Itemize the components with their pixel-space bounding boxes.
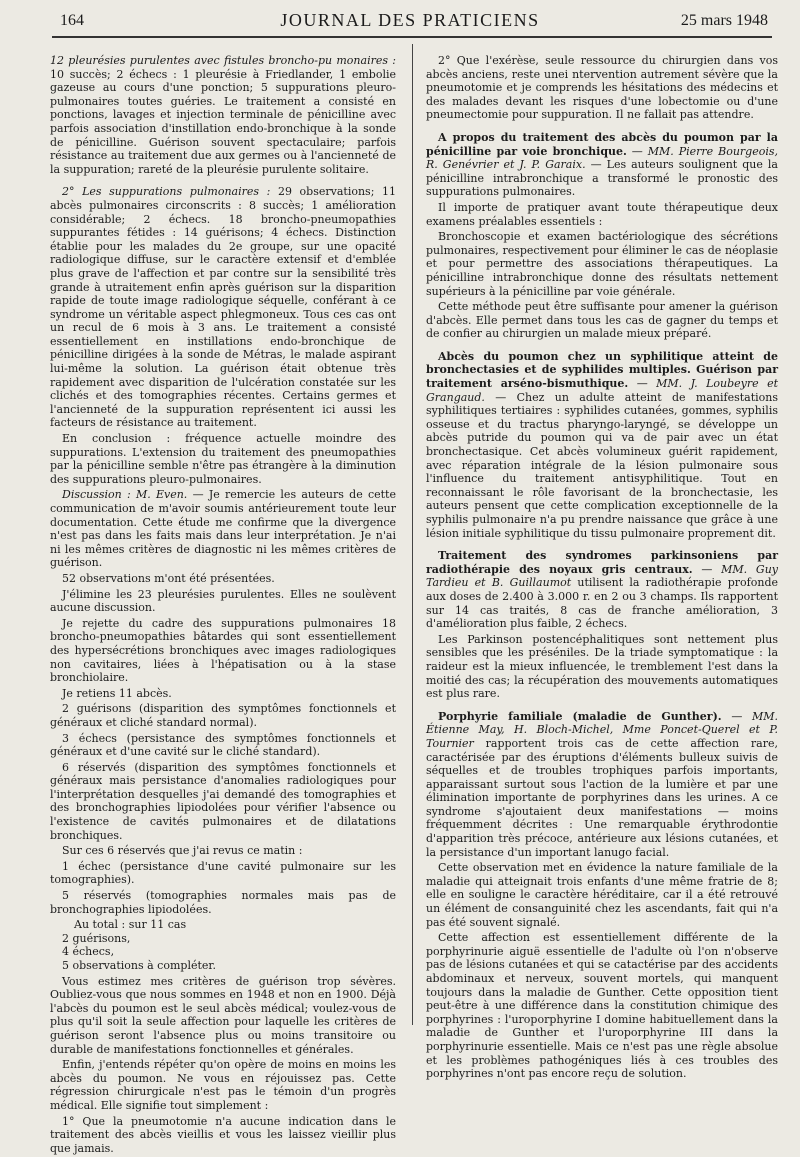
paragraph: 1° Que la pneumotomie n'a aucune indication dans le traitement des abcès vieillis et vous les laissez vieillir plus que jamais. (50, 1114, 396, 1155)
page-number: 164 (60, 12, 84, 29)
article-parkinsoniens: Traitement des syndromes parkinsoniens par radiothérapie des noyaux gris centraux. — MM. Guy Tardieu et B. Guillaumot utilisent la radiothérapie profonde aux doses de 2.400 à 3.000 r. en 2 ou 3 champs. Ils rapportent sur 14 cas traités, 8 cas de franche amélioration, 3 d'amélioration plus faible, 2 échecs. (426, 549, 779, 631)
paragraph: J'élimine les 23 pleurésies purulentes. Elles ne soulèvent aucune discussion. (50, 587, 396, 615)
paragraph: Sur ces 6 réservés que j'ai revus ce matin : (62, 844, 303, 858)
column-divider (412, 44, 413, 1025)
left-column (50, 54, 396, 1157)
paragraph: 5 réservés (tomographies normales mais pas de bronchographies lipiodolées. (50, 889, 396, 916)
paragraph: 52 observations m'ont été présentées. (62, 571, 275, 585)
paragraph: 2° Que l'exérèse, seule ressource du chirurgien dans vos abcès anciens, reste unei ntervention autrement sévère que la pneumotomie et je comprends les hésitations des médecins et des malades devant les risques d'une lobectomie ou d'une pneumectomie pour suppuration. Il ne fallait pas attendre. (426, 54, 778, 122)
article-authors: — MM. Étienne May, H. Bloch-Michel, Mme Poncet-Querel et P. Tournier (426, 709, 779, 750)
journal-title: JOURNAL DES PRATICIENS (280, 10, 540, 30)
paragraph: Je retiens 11 abcès. (62, 686, 172, 700)
list-item: Au total : sur 11 cas (74, 918, 187, 932)
paragraph: Enfin, j'entends répéter qu'on opère de moins en moins les abcès du poumon. Ne vous en réjouissez pas. Cette régression chirurgicale n'est pas le témoin d'un progrès médical. Elle signifie tout simplement : (50, 1058, 396, 1112)
article-title: Abcès du poumon chez un syphilitique atteint de bronchectasies et de syphilides multiples. Guérison par traitement arséno-bismuthique. (426, 349, 778, 391)
paragraph: Je rejette du cadre des suppurations pulmonaires 18 broncho-pneumopathies bâtardes qui sont essentiellement des hypersécrétions bronchiques avec images radiologiques non cavitaires, liées à l'hépatisation ou à la stase bronchiolaire. (50, 616, 396, 685)
list-item: 5 observations à compléter. (62, 959, 216, 972)
article-title: Porphyrie familiale (maladie de Gunther). (438, 709, 722, 723)
article-title: Traitement des syndromes parkinsoniens par radiothérapie des noyaux gris centraux. (426, 549, 778, 576)
paragraph: Les Parkinson postencéphalitiques sont nettement plus sensibles que les préséniles. De la triade symptomatique : la raideur est la mieux influencée, le tremblement l'est dans la moitié des cas; la récupération des mouvements automatiques est plus rare. (426, 632, 778, 701)
article-authors: — MM. J. Loubeyre et Grangaud. (426, 377, 779, 404)
header-rule (52, 36, 772, 38)
article-porphyrie: Porphyrie familiale (maladie de Gunther). — MM. Étienne May, H. Bloch-Michel, Mme Poncet-Querel et P. Tournier rapportent trois cas de cette affection rare, caractérisée par des éruptions d'éléments bulleux suivis de séquelles et de troubles trophiques parfois importants, apparaissant surtout sous l'action de la lumière et par une élimination importante de porphyrines dans les urines. A ce syndrome s'ajoutaient deux manifestations — moins fréquemment décrites : Une remarquable érythrodontie d'apparition très précoce, antérieure aux lésions cutanées, et la persistance d'un important lanugo facial. (426, 709, 779, 859)
paragraph: Vous estimez mes critères de guérison trop sévères. Oubliez-vous que nous sommes en 1948 et non en 1900. Déjà l'abcès du poumon est le seul abcès médical; voulez-vous de plus qu'il soit la seule affection pour laquelle les critères de guérison seront l'absence plus ou moins transitoire ou durable de manifestations fonctionnelles et générales. (50, 974, 396, 1056)
paragraph: 6 réservés (disparition des symptômes fonctionnels et généraux mais persistance d'anomalies radiologiques pour l'interprétation desquelles j'ai demandé des tomographies et des bronchographies lipiodolées pour vérifier l'absence ou l'existence de cavités pulmonaires et de dilatations bronchiques. (50, 760, 396, 842)
article-title: A propos du traitement des abcès du poumon par la pénicilline par voie bronchique. (426, 130, 778, 158)
paragraph: Cette observation met en évidence la nature familiale de la maladie qui atteignait trois enfants d'une même fratrie de 8; elle en souligne le caractère héréditaire, car il a été retrouvé un élément de consanguinité chez les ascendants, fait qui n'a pas été souvent signalé. (426, 861, 778, 929)
right-column (426, 54, 778, 1083)
list-item: 4 échecs, (62, 945, 115, 959)
paragraph: Cette affection est essentiellement différente de la porphyrinurie aiguë essentielle de l'adulte où l'on n'observe pas de lésions cutanées et qui se catactérise par des accidents abdominaux et nerveux, souvent mortels, qui manquent toujours dans la maladie de Gunther. Cette opposition tient peut-être à une différence dans la constitution chimique des porphyrines : l'uroporphyrine I domine habituellement dans la maladie de Gunther et l'uroporphyrine III dans la porphyrinurie essentielle. Mais ce n'est pas une règle absolue et les problèmes pathogéniques liés à ces troubles des porphyrines n'ont pas encore reçu de solution. (426, 931, 778, 1081)
article-abces-penicilline: A propos du traitement des abcès du poumon par la pénicilline par voie bronchique. — MM. Pierre Bourgeois, R. Genévrier et J. P. Garaix. — Les auteurs soulignent que la pénicilline intrabronchique a transformé le pronostic des suppurations pulmonaires. (426, 130, 778, 199)
paragraph: 3 échecs (persistance des symptômes fonctionnels et généraux et d'une cavité sur le cliché standard). (50, 731, 396, 759)
paragraph: 2 guérisons (disparition des symptômes fonctionnels et généraux et cliché standard normal). (50, 702, 396, 729)
article-abces-syphilitique: Abcès du poumon chez un syphilitique atteint de bronchectasies et de syphilides multiples. Guérison par traitement arséno-bismuthique. — MM. J. Loubeyre et Grangaud. — Chez un adulte atteint de manifestations syphilitiques tertiaires : syphilides cutanées, gommes, syphilis osseuse et du tractus pharyngo-laryngé, se développe un abcès putride du poumon qui va de pair avec un état bronchectasique. Cet abcès volumineux guérit rapidement, avec réparation intégrale de la lésion pulmonaire sous l'influence du traitement antisyphilitique. Tout en reconnaissant le rôle favorisant de la bronchectasie, les auteurs pensent que cette complication exceptionnelle de la syphilis pulmonaire n'a pu prendre naissance que grâce à une lésion initiale syphilitique du tissu pulmonaire proprement dit. (426, 349, 779, 540)
paragraph: Il importe de pratiquer avant toute thérapeutique deux examens préalables essentiels : (426, 200, 778, 228)
page-header (48, 10, 772, 32)
paragraph: Discussion : M. Even. — Je remercie les auteurs de cette communication de m'avoir soumis antérieurement toute leur documentation. Cette étude me confirme que la divergence n'est pas dans les faits mais dans leur interprétation. Je n'ai ni les mêmes critères de diagnostic ni les mêmes critères de guérison. (50, 488, 396, 570)
article-authors: — MM. Guy Tardieu et B. Guillaumot (426, 562, 778, 590)
article-authors: — MM. Pierre Bourgeois, R. Genévrier et J. P. Garaix. (426, 144, 778, 172)
paragraph: 12 pleurésies purulentes avec fistules broncho-pu monaires : 10 succès; 2 échecs : 1 pleurésie à Friedlander, 1 embolie gazeuse au cours d'une ponction; 5 suppurations pleuro-pulmonaires toutes guéries. Le traitement a consisté en ponctions, lavages et injection terminale de pénicilline avec parfois association d'instillation endo-bronchique à la sonde de pénicilline. Guérison souvent spectaculaire; parfois résistance au traitement due aux germes ou à l'ancienneté de la suppuration; rareté de la pleurésie purulente solitaire. (50, 54, 396, 176)
paragraph: Cette méthode peut être suffisante pour amener la guérison d'abcès. Elle permet dans tous les cas de gagner du temps et de confier au chirurgien un malade mieux préparé. (426, 300, 778, 341)
list-item: 2 guérisons, (62, 931, 131, 945)
paragraph: 2° Les suppurations pulmonaires : 29 observations; 11 abcès pulmonaires circonscrits : 8 succès; 1 amélioration considérable; 2 échecs. 18 broncho-pneumopathies suppurantes fétides : 14 guérisons; 4 échecs. Distinction établie pour les malades du 2e groupe, sur une opacité radiologique diffuse, sur le caractère extensif et d'emblée plus grave de l'affection et par contre sur la sensibilité très grande à utraitement enfin après guérison sur la disparition rapide de toute image radiologique séquelle, conférant à ce syndrome un véritable aspect phlegmoneux. Tous ces cas ont un recul de 6 mois à 3 ans. Le traitement a consisté essentiellement en instillations endo-bronchique de pénicilline dirigées à la sonde de Métras, le malade aspirant lui-même la solution. La guérison était obtenue très rapidement avec disparition de l'ulcération constatée sur les clichés et des tomographies récentes. Certains germes et l'ancienneté de la suppuration représentent ici aussi les facteurs de résistance au traitement. (50, 185, 396, 430)
paragraph: En conclusion : fréquence actuelle moindre des suppurations. L'extension du traitement des pneumopathies par la pénicilline semble n'être pas étrangère à la diminution des suppurations pleuro-pulmonaires. (50, 432, 396, 486)
paragraph: 1 échec (persistance d'une cavité pulmonaire sur les tomographies). (50, 859, 396, 887)
issue-date: 25 mars 1948 (680, 12, 768, 29)
paragraph: Bronchoscopie et examen bactériologique des sécrétions pulmonaires, respectivement pour éliminer le cas de néoplasie et pour permettre des associations thérapeutiques. La pénicilline intrabronchique donne des résultats nettement supérieurs à la pénicilline par voie générale. (426, 230, 778, 298)
